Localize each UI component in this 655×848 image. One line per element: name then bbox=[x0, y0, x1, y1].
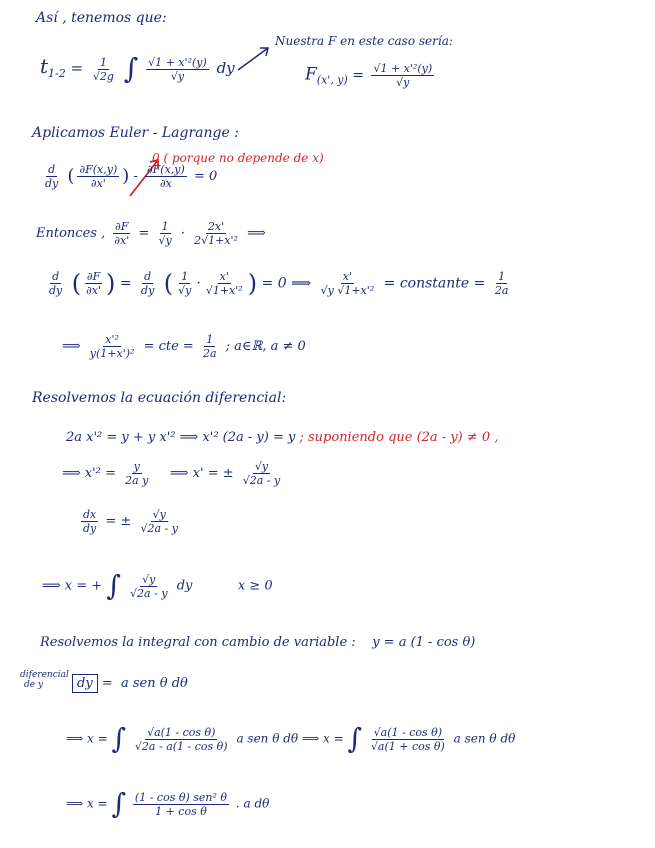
euler-lagrange-eq bbox=[40, 163, 217, 190]
denominator: 2a y bbox=[125, 474, 149, 487]
lead: Entonces , bbox=[36, 226, 106, 241]
f-fraction bbox=[371, 62, 434, 89]
cte: = cte = bbox=[143, 339, 194, 354]
sqrt-fraction bbox=[138, 508, 180, 535]
differential-heading: Resolvemos la ecuación diferencial: bbox=[32, 390, 287, 406]
t-subscript: 1-2 bbox=[48, 67, 66, 80]
lhs: x = bbox=[87, 796, 108, 811]
tail: a sen θ dθ bbox=[236, 731, 299, 746]
denominator: √1+x'² bbox=[205, 284, 243, 297]
denominator: √y bbox=[396, 76, 410, 89]
y-over-2ay bbox=[123, 460, 150, 487]
ratio bbox=[319, 270, 377, 297]
numerator: (1 - cos θ) sen² θ bbox=[134, 790, 228, 804]
lhs: x = + bbox=[64, 578, 103, 594]
label-line-1: diferencial bbox=[20, 670, 69, 680]
paren: ) bbox=[247, 269, 258, 298]
numerator: ∂F(x,y) bbox=[79, 163, 118, 176]
one-over-2a bbox=[201, 333, 219, 360]
denominator: √2a - y bbox=[140, 522, 178, 535]
numerator: 1 bbox=[99, 55, 107, 69]
denominator: y(1+x')² bbox=[89, 347, 135, 360]
implies: ⟹ bbox=[66, 731, 84, 746]
lhs: x = bbox=[323, 731, 344, 746]
d-dy bbox=[139, 270, 156, 297]
numerator: √a(1 - cos θ) bbox=[373, 725, 443, 739]
substitution: y = a (1 - cos θ) bbox=[372, 635, 476, 650]
paren: ( bbox=[163, 269, 174, 298]
denominator: dy bbox=[45, 177, 59, 190]
numerator: √1 + x'²(y) bbox=[148, 55, 207, 69]
minus: - bbox=[133, 169, 138, 184]
t-symbol: t bbox=[40, 54, 49, 78]
integrand-simplified bbox=[369, 726, 447, 753]
time-integral bbox=[40, 52, 235, 85]
tail: a sen θ dθ bbox=[453, 731, 516, 746]
xprime-line bbox=[62, 460, 285, 487]
numerator: 1 bbox=[181, 270, 189, 283]
partial-f-xprime bbox=[77, 163, 119, 190]
numerator: ∂F(x,y) bbox=[146, 163, 185, 176]
implies: ⟹ bbox=[42, 578, 61, 594]
numerator: √y bbox=[254, 460, 269, 473]
denominator: ∂x' bbox=[114, 234, 130, 247]
lhs: x = bbox=[87, 731, 108, 746]
f-note: Nuestra F en este caso sería: bbox=[275, 34, 453, 48]
partial-f bbox=[84, 270, 103, 297]
denominator: √a(1 + cos θ) bbox=[370, 739, 445, 753]
implies: ⟹ bbox=[169, 466, 189, 481]
numerator: x' bbox=[219, 270, 229, 283]
equals: = bbox=[352, 67, 365, 84]
xprime-fraction bbox=[204, 270, 245, 297]
constant-line bbox=[44, 270, 513, 297]
numerator: dx bbox=[83, 508, 97, 521]
integral-sign: ∫ bbox=[106, 569, 121, 602]
implies: ⟹ bbox=[291, 275, 312, 292]
implies: ⟹ bbox=[247, 226, 266, 241]
note: ( porque no depende de x) bbox=[163, 151, 324, 165]
equals: = bbox=[138, 226, 150, 241]
numerator: d bbox=[48, 163, 56, 176]
equals: = bbox=[70, 59, 84, 77]
dot: · bbox=[180, 226, 185, 241]
condition: ; a∈ℝ, a ≠ 0 bbox=[225, 339, 306, 354]
dxdy-line bbox=[78, 508, 183, 535]
substitution-line bbox=[40, 635, 475, 651]
denominator: 2a bbox=[494, 284, 509, 297]
xprime-fraction bbox=[192, 220, 240, 247]
red-condition: ; suponiendo que (2a - y) ≠ 0 , bbox=[299, 430, 499, 445]
derivative-line bbox=[36, 220, 266, 247]
implies: ⟹ bbox=[66, 796, 84, 811]
d-dy bbox=[43, 163, 60, 190]
paren: ) bbox=[106, 269, 116, 298]
diff-label bbox=[20, 670, 69, 690]
numerator: √a(1 - cos θ) bbox=[147, 725, 216, 739]
numerator: 1 bbox=[498, 270, 506, 283]
euler-lagrange-heading: Aplicamos Euler - Lagrange : bbox=[32, 125, 239, 141]
numerator: ∂F bbox=[86, 270, 101, 283]
integrand bbox=[133, 726, 230, 753]
denominator: 2a bbox=[202, 347, 217, 360]
denominator: √2a - y bbox=[242, 474, 281, 487]
partial-f bbox=[112, 220, 131, 247]
dy: dy bbox=[176, 578, 193, 594]
one-over-2a bbox=[493, 270, 511, 297]
equation: 2a x'² = y + y x'² ⟹ x'² (2a - y) = y bbox=[66, 430, 296, 445]
integrand bbox=[128, 573, 170, 600]
lhs: x' = ± bbox=[192, 466, 234, 481]
numerator: ∂F bbox=[115, 220, 129, 233]
equals: = bbox=[101, 676, 113, 691]
dy-line bbox=[72, 676, 188, 692]
numerator: x' bbox=[342, 270, 352, 283]
numerator: √y bbox=[142, 572, 156, 586]
denominator: dy bbox=[141, 284, 155, 297]
implies: ⟹ bbox=[62, 466, 81, 481]
numerator: d bbox=[144, 270, 152, 283]
condition: x ≥ 0 bbox=[237, 578, 273, 594]
numerator: 2x' bbox=[207, 220, 225, 233]
d-dy bbox=[47, 270, 64, 297]
lhs: x'² = bbox=[84, 466, 116, 481]
paren: ( bbox=[71, 269, 82, 298]
red-annotation bbox=[152, 150, 324, 166]
paren: ( bbox=[67, 165, 75, 187]
integrand bbox=[146, 56, 209, 83]
denominator: dy bbox=[49, 284, 63, 297]
integral-sign: ∫ bbox=[347, 722, 363, 755]
dot: · bbox=[196, 275, 201, 292]
sqrt-fraction bbox=[241, 460, 283, 487]
solve-line bbox=[66, 430, 498, 446]
denominator: 2√1+x'² bbox=[194, 234, 238, 247]
equals-zero: = 0 bbox=[193, 169, 218, 184]
equals-zero: = 0 bbox=[261, 275, 287, 292]
denominator: √2g bbox=[92, 69, 114, 83]
denominator: √y √1+x'² bbox=[320, 284, 375, 297]
implies: ⟹ bbox=[301, 731, 320, 746]
numerator: 1 bbox=[206, 333, 214, 346]
numerator: 1 bbox=[161, 220, 169, 233]
numerator: √y bbox=[152, 508, 166, 521]
denominator: ∂x bbox=[159, 177, 172, 190]
constante: = constante = bbox=[383, 275, 486, 292]
zero: 0 bbox=[152, 151, 160, 165]
dx-dy bbox=[81, 508, 98, 535]
xprime-squared-fraction bbox=[88, 333, 137, 360]
fraction-1-sqrt2g bbox=[91, 56, 116, 83]
integral-sign: ∫ bbox=[111, 787, 127, 820]
boxed-dy: dy bbox=[72, 674, 98, 693]
one-over-sqrty bbox=[176, 270, 193, 297]
paren: ) bbox=[122, 165, 130, 187]
denominator: √y bbox=[158, 234, 172, 247]
final-line bbox=[66, 787, 270, 820]
equals: = bbox=[119, 275, 132, 292]
denominator: √2a - y bbox=[130, 586, 168, 600]
numerator: x'² bbox=[105, 333, 119, 346]
denominator: dy bbox=[83, 522, 97, 535]
integral-sign: ∫ bbox=[123, 52, 139, 85]
tail: . a dθ bbox=[235, 796, 270, 811]
dy: dy bbox=[216, 59, 235, 77]
label-line-2: de y bbox=[24, 680, 44, 690]
denominator: √y bbox=[178, 284, 192, 297]
intro-line: Así , tenemos que: bbox=[36, 10, 167, 26]
f-args: (x', y) bbox=[316, 73, 348, 87]
x-integral-line bbox=[42, 569, 273, 602]
f-definition bbox=[305, 62, 437, 89]
denominator: ∂x' bbox=[90, 177, 106, 190]
numerator: d bbox=[52, 270, 60, 283]
denominator: 1 + cos θ bbox=[155, 804, 207, 818]
numerator: √1 + x'²(y) bbox=[373, 62, 433, 75]
cte-line bbox=[62, 333, 306, 360]
implies: ⟹ bbox=[62, 339, 81, 354]
theta-integral-line bbox=[66, 722, 516, 755]
text: Resolvemos la integral con cambio de variable : bbox=[40, 635, 356, 650]
rhs: a sen θ dθ bbox=[120, 676, 188, 691]
denominator: √2a - a(1 - cos θ) bbox=[134, 739, 228, 753]
numerator: y bbox=[133, 460, 140, 473]
integral-sign: ∫ bbox=[111, 722, 127, 755]
partial-f-x bbox=[145, 163, 187, 190]
denominator: √y bbox=[170, 69, 185, 83]
denominator: ∂x' bbox=[86, 284, 102, 297]
equals: = ± bbox=[105, 514, 132, 529]
f-symbol: F bbox=[305, 64, 317, 85]
integrand bbox=[133, 791, 229, 818]
one-over-sqrty bbox=[156, 220, 173, 247]
